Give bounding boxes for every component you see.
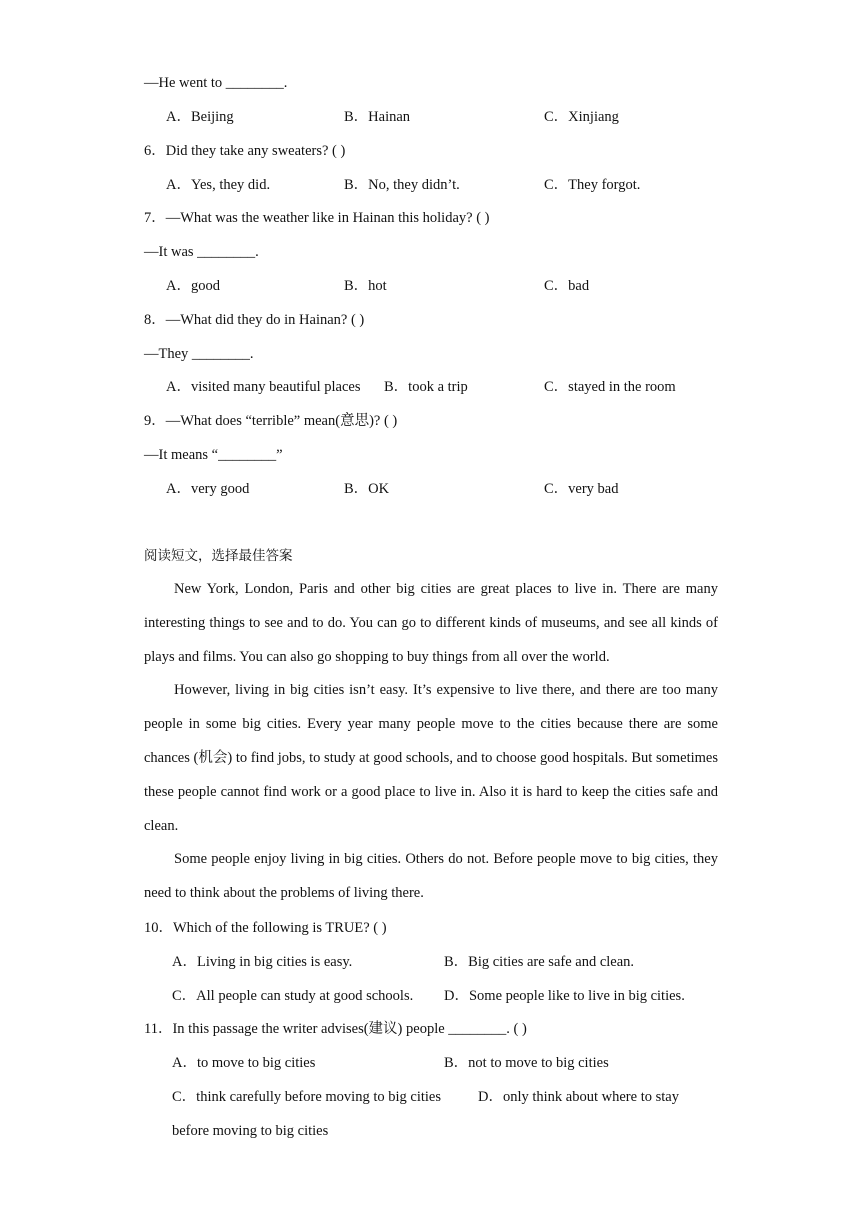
q5-option-b[interactable]: B．Hainan (344, 109, 411, 125)
q9-answer-line: —It means “________” (144, 447, 283, 463)
q8-option-a[interactable]: A．visited many beautiful places (166, 379, 361, 395)
q8-answer-line: —They ________. (144, 346, 254, 362)
q10-question: 10．Which of the following is TRUE? ( ) (144, 920, 387, 936)
q11-option-d[interactable]: D．only think about where to stay (478, 1089, 679, 1105)
q5-option-a[interactable]: A．Beijing (166, 109, 234, 125)
q7-answer-line: —It was ________. (144, 244, 259, 260)
q10-option-a[interactable]: A．Living in big cities is easy. (172, 954, 353, 970)
reading-heading: 阅读短文，选择最佳答案 (144, 548, 293, 564)
q11-question: 11．In this passage the writer advises(建议) people ________. ( ) (144, 1021, 527, 1037)
q10-option-b[interactable]: B．Big cities are safe and clean. (444, 954, 635, 970)
q7-option-c[interactable]: C．bad (544, 278, 590, 294)
q8-option-b[interactable]: B．took a trip (384, 379, 468, 395)
q8-option-c[interactable]: C．stayed in the room (544, 379, 676, 395)
q9-option-c[interactable]: C．very bad (544, 481, 619, 497)
q10-option-d[interactable]: D．Some people like to live in big cities. (444, 988, 685, 1004)
q7-question: 7．—What was the weather like in Hainan this holiday? ( ) (144, 210, 490, 226)
reading-paragraph: Some people enjoy living in big cities. Others do not. Before people move to big cities, they need to think about the problems of living there. (144, 851, 718, 902)
q5-option-c[interactable]: C．Xinjiang (544, 109, 619, 125)
q9-question: 9．—What does “terrible” mean(意思)? ( ) (144, 413, 398, 429)
q6-option-c[interactable]: C．They forgot. (544, 177, 641, 193)
reading-paragraph: However, living in big cities isn’t easy. It’s expensive to live there, and there are too many people in some big cities. Every year many people move to the cities because there are some chances (机会) to find jobs, to study at good schools, and to choose good hospitals. But sometimes these people cannot find work or a good place to live in. Also it is hard to keep the cities safe and clean. (144, 682, 718, 834)
q10-option-c[interactable]: C．All people can study at good schools. (172, 988, 414, 1004)
reading-passage (144, 573, 718, 911)
q11-option-d-continued: before moving to big cities (172, 1123, 329, 1139)
q9-option-a[interactable]: A．very good (166, 481, 250, 497)
q6-question: 6．Did they take any sweaters? ( ) (144, 143, 346, 159)
reading-paragraph: New York, London, Paris and other big cities are great places to live in. There are many interesting things to see and to do. You can go to different kinds of museums, and see all kinds of plays and films. You can also go shopping to buy things from all over the world. (144, 581, 718, 665)
q6-option-a[interactable]: A．Yes, they did. (166, 177, 271, 193)
q5-answer-line: —He went to ________. (144, 75, 288, 91)
q8-question: 8．—What did they do in Hainan? ( ) (144, 312, 365, 328)
q7-option-b[interactable]: B．hot (344, 278, 387, 294)
q11-option-a[interactable]: A．to move to big cities (172, 1055, 316, 1071)
q9-option-b[interactable]: B．OK (344, 481, 390, 497)
q11-option-b[interactable]: B．not to move to big cities (444, 1055, 609, 1071)
q11-option-c[interactable]: C．think carefully before moving to big cities (172, 1089, 441, 1105)
q7-option-a[interactable]: A．good (166, 278, 220, 294)
q6-option-b[interactable]: B．No, they didn’t. (344, 177, 460, 193)
